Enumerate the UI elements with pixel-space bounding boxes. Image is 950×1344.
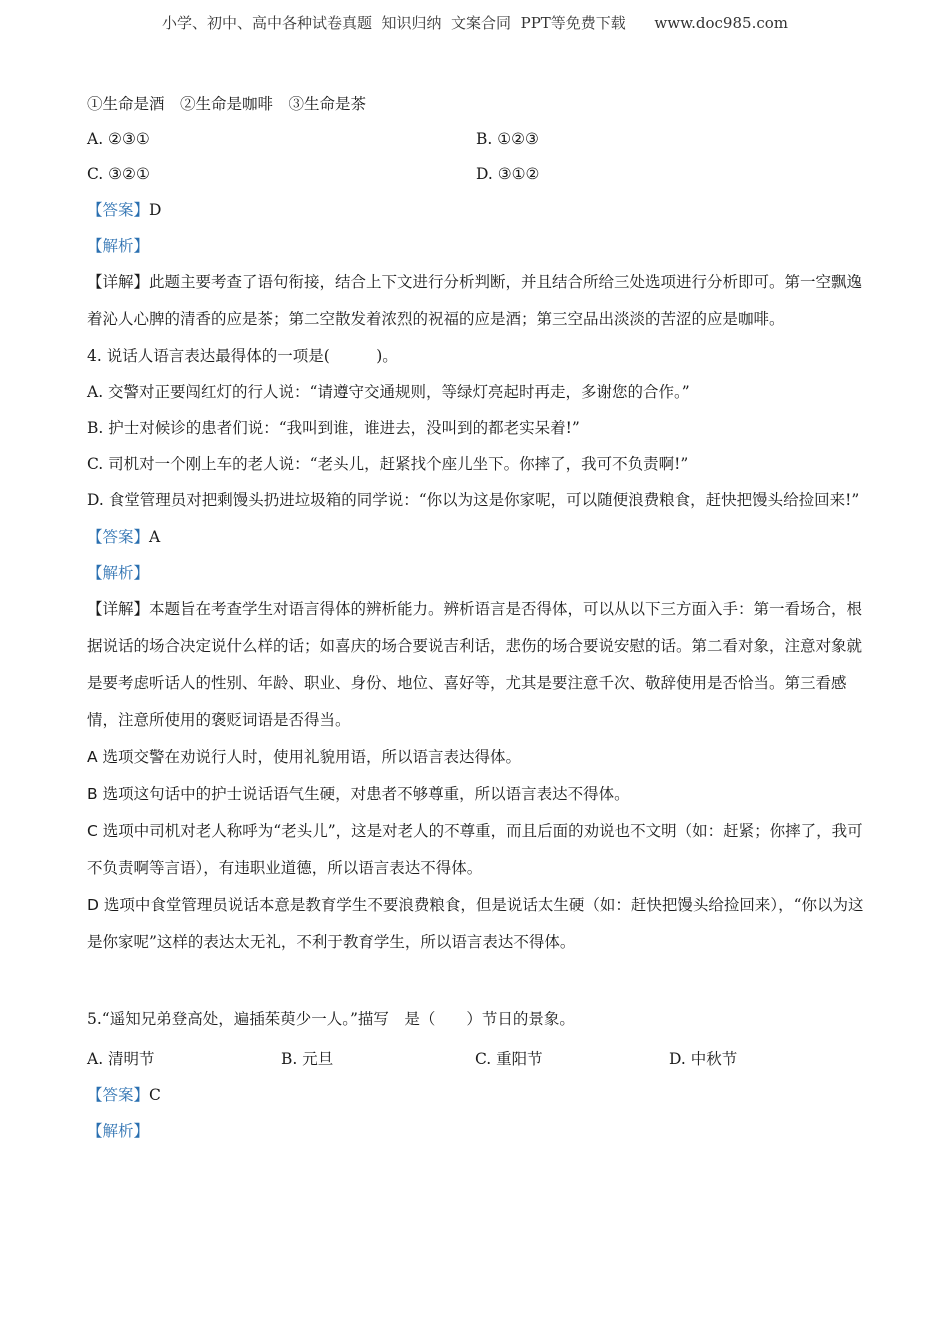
answer-value: C <box>149 1086 161 1104</box>
q3-option-b: B. ①②③ <box>476 130 539 148</box>
q5-option-d: D. 中秋节 <box>669 1050 738 1068</box>
analysis-tag: 【解析】 <box>87 237 150 255</box>
answer-tag: 【答案】 <box>87 201 150 219</box>
q4-note-b <box>87 776 865 813</box>
q4-detail <box>87 591 865 739</box>
q5-answer <box>87 1077 865 1113</box>
q4-answer <box>87 519 865 555</box>
q5-option-c: C. 重阳节 <box>475 1050 543 1068</box>
document-body <box>87 86 865 1149</box>
page-header: 小学、初中、高中各种试卷真题 知识归纳 文案合同 PPT等免费下载 www.doc985.com <box>161 14 788 32</box>
analysis-tag: 【解析】 <box>87 1122 150 1140</box>
answer-tag: 【答案】 <box>87 528 150 546</box>
note-letter: A <box>87 748 98 766</box>
q5-options-row <box>87 1041 865 1077</box>
q4-note-d <box>87 887 865 961</box>
answer-value: A <box>149 528 161 546</box>
detail-text: 本题旨在考查学生对语言得体的辨析能力。辨析语言是否得体，可以从以下三方面入手：第一看场合，根据说话的场合决定说什么样的话；如喜庆的场合要说吉利话，悲伤的场合要说安慰的话。第二看对象，注意对象就是要考虑听话人的性别、年龄、职业、身份、地位、喜好等，尤其是要注意千次、敬辞使用是否恰当。第三看感情，注意所使用的褒贬词语是否得当。 <box>87 600 863 729</box>
q5-option-a: A. 清明节 <box>87 1050 155 1068</box>
q3-option-a: A. ②③① <box>87 130 150 148</box>
note-text: 选项中司机对老人称呼为“老头儿”，这是对老人的不尊重，而且后面的劝说也不文明（如：赶紧；你摔了，我可不负责啊等言语），有违职业道德，所以语言表达不得体。 <box>87 822 863 877</box>
note-letter: C <box>87 822 98 840</box>
detail-tag: 【详解】 <box>87 600 150 618</box>
note-text: 选项中食堂管理员说话本意是教育学生不要浪费粮食，但是说话太生硬（如：赶快把馒头给捡回来），“你以为这是你家呢”这样的表达太无礼，不利于教育学生，所以语言表达不得体。 <box>87 896 864 951</box>
q3-options-row-2 <box>87 157 865 192</box>
analysis-tag: 【解析】 <box>87 564 150 582</box>
q3-option-c: C. ③②① <box>87 165 150 183</box>
q3-detail <box>87 264 865 338</box>
q4-option-d: D. 食堂管理员对把剩馒头扔进垃圾箱的同学说：“你以为这是你家呢，可以随便浪费粮食，赶快把馒头给捡回来!” <box>87 491 860 509</box>
spacer <box>87 961 865 997</box>
note-text: 选项交警在劝说行人时，使用礼貌用语，所以语言表达得体。 <box>102 748 522 766</box>
q3-options-row-1 <box>87 122 865 157</box>
q4-option-c: C. 司机对一个刚上车的老人说：“老头儿，赶紧找个座儿坐下。你摔了，我可不负责啊!” <box>87 455 689 473</box>
note-letter: D <box>87 896 99 914</box>
q4-note-c <box>87 813 865 887</box>
q5-analysis <box>87 1113 865 1149</box>
detail-tag: 【详解】 <box>87 273 150 291</box>
q4-analysis <box>87 555 865 591</box>
q3-items: ①生命是酒 ②生命是咖啡 ③生命是茶 <box>87 95 367 113</box>
q3-option-d: D. ③①② <box>476 165 540 183</box>
q5-option-b: B. 元旦 <box>281 1050 334 1068</box>
detail-text: 此题主要考查了语句衔接，结合上下文进行分析判断，并且结合所给三处选项进行分析即可。第一空飘逸着沁人心脾的清香的应是茶；第二空散发着浓烈的祝福的应是酒；第三空品出淡淡的苦涩的应是咖啡。 <box>87 273 863 328</box>
answer-tag: 【答案】 <box>87 1086 150 1104</box>
q4-stem: 4. 说话人语言表达最得体的一项是( )。 <box>87 347 398 365</box>
note-text: 选项这句话中的护士说话语气生硬，对患者不够尊重，所以语言表达不得体。 <box>102 785 630 803</box>
q4-option-a: A. 交警对正要闯红灯的行人说：“请遵守交通规则，等绿灯亮起时再走，多谢您的合作。” <box>87 383 690 401</box>
answer-value: D <box>149 201 162 219</box>
q4-note-a <box>87 739 865 776</box>
q3-analysis <box>87 228 865 264</box>
q3-answer <box>87 192 865 228</box>
note-letter: B <box>87 785 98 803</box>
q5-stem: 5.“遥知兄弟登高处，遍插茱萸少一人。”描写 是（ ）节日的景象。 <box>87 1010 575 1028</box>
q4-option-b: B. 护士对候诊的患者们说：“我叫到谁，谁进去，没叫到的都老实呆着!” <box>87 419 580 437</box>
